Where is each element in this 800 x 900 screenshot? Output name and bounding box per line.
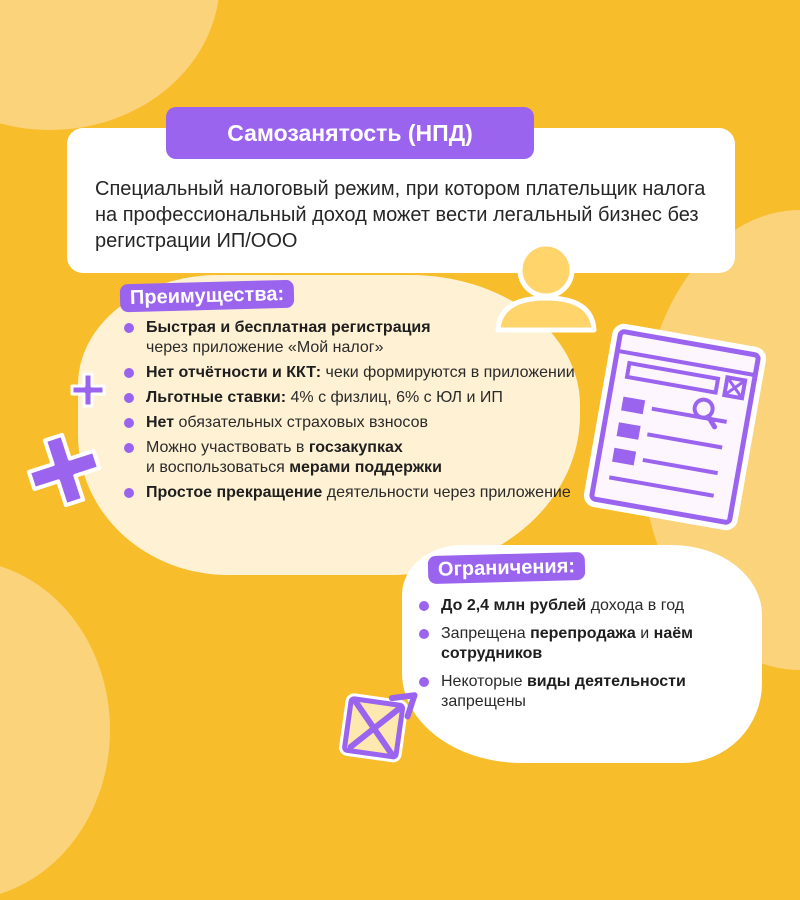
list-item bbox=[417, 596, 737, 616]
item-text: деятельности через приложение bbox=[322, 484, 571, 501]
item-bold: госзакупках bbox=[308, 439, 403, 456]
plus-icon bbox=[22, 428, 106, 512]
item-bold: Льготные ставки: bbox=[146, 389, 287, 406]
advantages-list bbox=[122, 318, 582, 508]
list-item bbox=[122, 413, 582, 433]
limitations-list bbox=[417, 596, 737, 720]
list-item bbox=[122, 363, 582, 383]
list-item bbox=[417, 624, 737, 664]
advantages-heading: Преимущества: bbox=[120, 280, 295, 313]
item-bold: Нет отчётности и ККТ: bbox=[146, 364, 322, 381]
plus-icon bbox=[68, 370, 108, 410]
item-text: через приложение «Мой налог» bbox=[146, 339, 384, 356]
item-bold: Быстрая и бесплатная регистрация bbox=[146, 319, 431, 336]
list-item bbox=[122, 483, 582, 503]
item-bold: наём сотрудников bbox=[441, 625, 693, 662]
item-text: Можно участвовать в bbox=[146, 439, 309, 456]
item-bold: перепродажа bbox=[530, 625, 636, 642]
item-bold: мерами поддержки bbox=[289, 459, 442, 476]
item-text: дохода в год bbox=[586, 597, 685, 614]
item-bold: виды деятельности bbox=[526, 673, 686, 690]
list-item bbox=[122, 388, 582, 408]
item-bold: Нет bbox=[146, 414, 175, 431]
list-item bbox=[417, 672, 737, 712]
item-text: 4% с физлиц, 6% с ЮЛ и ИП bbox=[286, 389, 503, 406]
item-text: Некоторые bbox=[441, 673, 527, 690]
item-text: обязательных страховых взносов bbox=[174, 414, 429, 431]
limitations-heading: Ограничения: bbox=[428, 552, 586, 584]
background-blob bbox=[0, 560, 110, 900]
document-search-icon bbox=[575, 320, 775, 535]
item-bold: Простое прекращение bbox=[146, 484, 323, 501]
item-text: и bbox=[635, 625, 654, 642]
item-text: чеки формируются в приложении bbox=[321, 364, 575, 381]
item-text: и воспользоваться bbox=[146, 459, 290, 476]
item-bold: До 2,4 млн рублей bbox=[441, 597, 587, 614]
list-item bbox=[122, 438, 582, 478]
page-title: Самозанятость (НПД) bbox=[166, 107, 534, 159]
item-text: Запрещена bbox=[441, 625, 531, 642]
definition-text: Специальный налоговый режим, при котором плательщик налога на профессиональный доход может вести легальный бизнес без регистрации ИП/ООО bbox=[95, 178, 706, 252]
checkbox-cross-icon bbox=[330, 680, 420, 770]
item-text: запрещены bbox=[441, 693, 526, 710]
